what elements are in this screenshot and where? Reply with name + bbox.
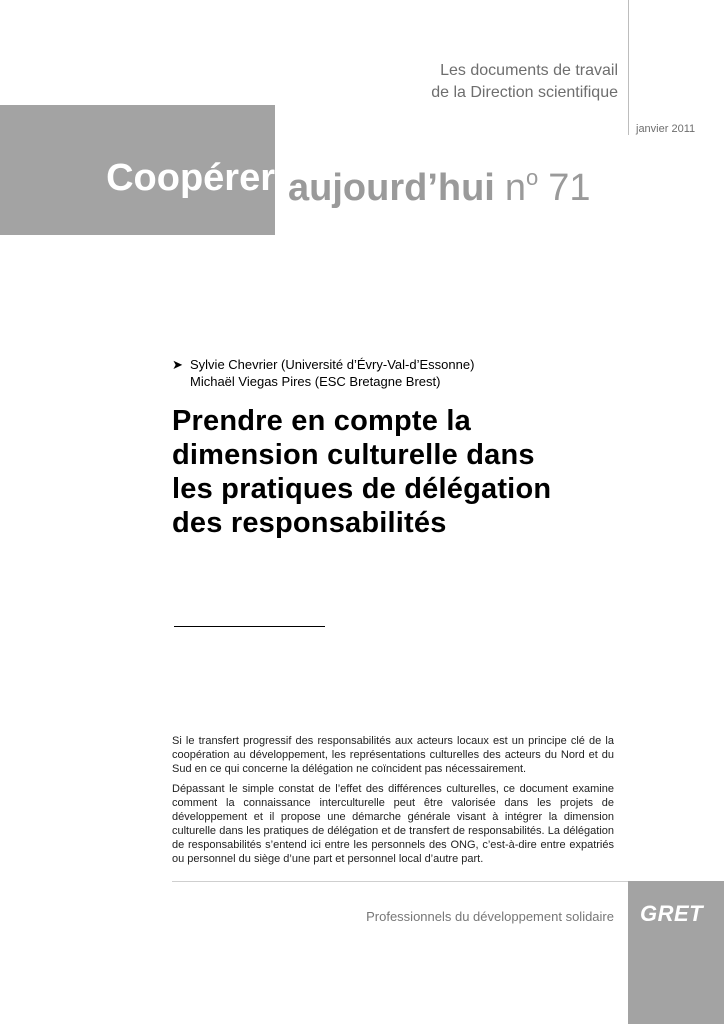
publication-date: janvier 2011 [636, 123, 696, 135]
authors [172, 356, 474, 390]
abstract-paragraph-2: Dépassant le simple constat de l’effet des différences culturelles, ce document examine comment la connaissance interculturelle peut être valorisée dans les projets de développement et il propose une démarche générale visant à intégrer la dimension culturelle dans les pratiques de délégation et de transfert de responsabilités. La délégation de responsabilités s’entend ici entre les personnels des ONG, c’est-à-dire entre expatriés ou personnel du siège d’une part et personnel local d’autre part. [172, 783, 614, 865]
divider [174, 626, 325, 627]
author-2: Michaël Viegas Pires (ESC Bretagne Brest) [190, 374, 441, 389]
issue-prefix: n [504, 167, 527, 209]
title-line-4: des responsabilités [172, 507, 447, 539]
issue-superscript: o [526, 165, 539, 190]
series-line-2: de la Direction scientifique [431, 84, 618, 101]
arrow-icon: ➤ [172, 357, 183, 372]
abstract-paragraph-1: Si le transfert progressif des responsabilités aux acteurs locaux est un principe clé de la coopération au développement, les représentations culturelles des acteurs du Nord et du Sud en ce qui concerne la délégation ne coïncident pas nécessairement. [172, 735, 614, 775]
title-line-1: Prendre en compte la [172, 405, 471, 437]
series-title [288, 60, 618, 104]
series-line-1: Les documents de travail [440, 62, 618, 79]
abstract [172, 734, 614, 872]
gret-logo: GRET [640, 901, 704, 926]
author-1: Sylvie Chevrier (Université d’Évry-Val-d’Essonne) [190, 357, 475, 372]
footer-tagline: Professionnels du développement solidaire [366, 909, 614, 924]
vertical-rule [628, 0, 629, 135]
issue-number: 71 [548, 167, 591, 209]
brand-title-right [288, 155, 591, 211]
footer-divider [172, 881, 628, 882]
brand-title-left: Coopérer [106, 157, 275, 199]
brand-title-right-word: aujourd’hui [288, 167, 495, 209]
title-line-2: dimension culturelle dans [172, 439, 535, 471]
document-title [172, 404, 642, 540]
title-line-3: les pratiques de délégation [172, 473, 552, 505]
logo-band [628, 881, 724, 1024]
